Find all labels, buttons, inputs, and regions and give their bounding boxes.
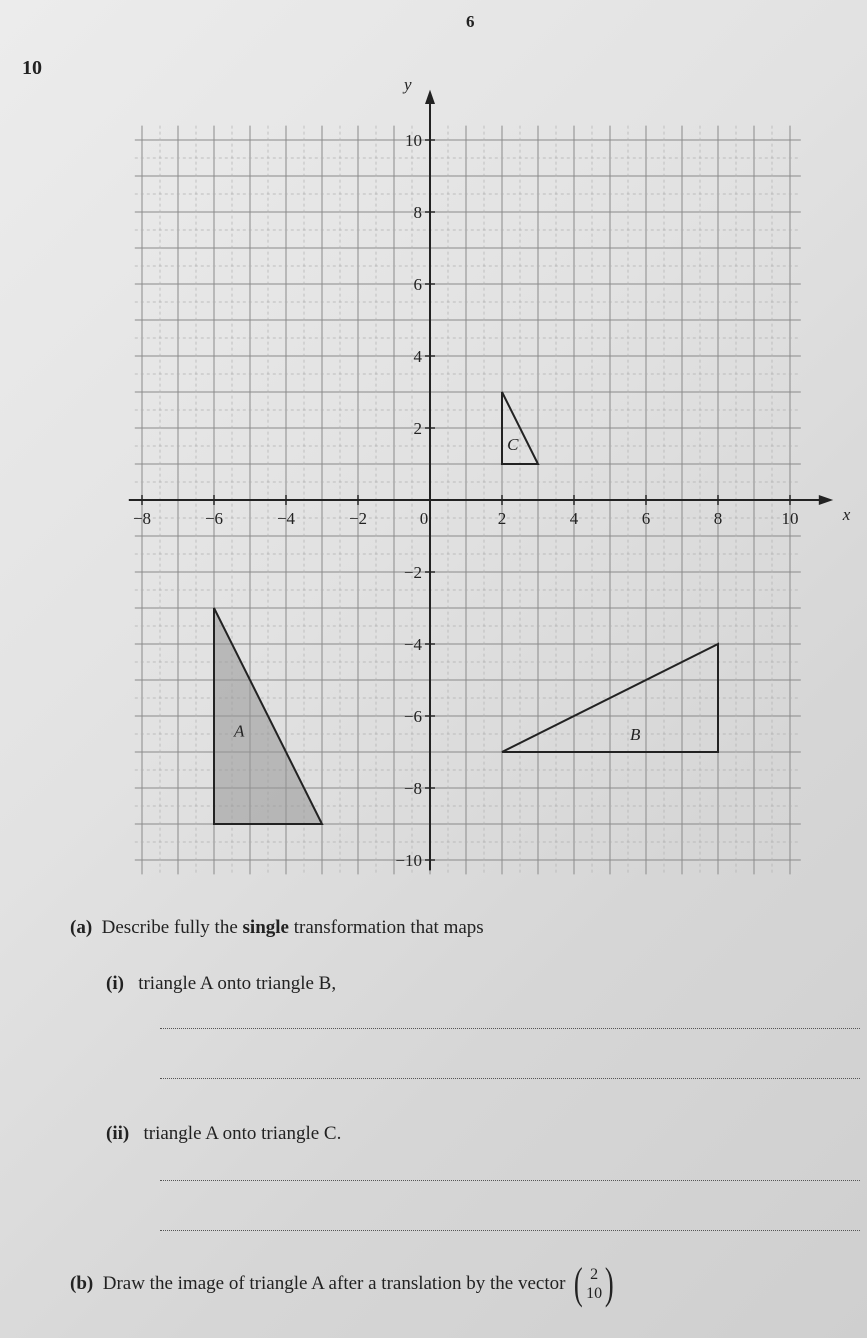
part-a-ii-text: triangle A onto triangle C. [143, 1123, 342, 1144]
vector-bottom: 10 [586, 1285, 603, 1302]
y-tick-label: −2 [403, 563, 422, 582]
y-tick-label: −6 [403, 707, 422, 726]
y-tick-label: −8 [403, 779, 422, 798]
triangle-label-b: B [630, 725, 641, 744]
x-tick-label: 0 [419, 509, 429, 528]
answer-line-a-ii-1[interactable] [160, 1180, 860, 1181]
y-tick-label: 4 [413, 347, 422, 366]
vector-top: 2 [590, 1266, 599, 1283]
part-a-label: (a) [70, 917, 93, 938]
part-a-i [106, 973, 336, 995]
part-a-question [70, 917, 484, 939]
x-tick-label: −8 [132, 509, 152, 528]
part-b-question [70, 1259, 617, 1308]
x-axis-arrow [819, 495, 833, 505]
y-axis-label: y [404, 75, 412, 94]
y-axis-arrow [425, 90, 435, 104]
y-tick-label: −10 [395, 851, 422, 870]
x-tick-label: 6 [641, 509, 651, 528]
y-tick-label: −4 [403, 635, 422, 654]
y-tick-label: 10 [405, 131, 422, 150]
y-tick-label: 2 [413, 419, 422, 438]
part-b-text: Draw the image of triangle A after a translation by the vector [102, 1273, 566, 1294]
part-a-text-bold: single [242, 917, 289, 938]
part-a-i-label: (i) [106, 973, 124, 994]
part-a-ii-label: (ii) [106, 1123, 130, 1144]
x-axis-label: x [842, 505, 851, 524]
x-tick-label: 2 [497, 509, 507, 528]
part-a-ii [106, 1123, 341, 1145]
page-number: 6 [466, 12, 475, 31]
x-tick-label: 10 [781, 509, 799, 528]
y-tick-label: 8 [413, 203, 422, 222]
x-tick-label: 4 [569, 509, 579, 528]
part-a-text-pre: Describe fully the [101, 917, 243, 938]
answer-line-a-i-2[interactable] [160, 1078, 860, 1079]
question-number: 10 [22, 57, 42, 79]
part-a-text-post: transformation that maps [288, 917, 484, 938]
x-tick-label: −6 [204, 509, 224, 528]
y-tick-label: 6 [413, 275, 422, 294]
part-a-i-text: triangle A onto triangle B, [138, 973, 337, 994]
answer-line-a-ii-2[interactable] [160, 1230, 860, 1231]
answer-line-a-i-1[interactable] [160, 1028, 860, 1029]
x-tick-label: −4 [276, 509, 296, 528]
x-tick-label: −2 [348, 509, 368, 528]
triangle-label-c: C [507, 435, 519, 455]
part-b-label: (b) [70, 1273, 94, 1294]
x-tick-label: 8 [713, 509, 723, 528]
triangle-label-a: A [234, 721, 245, 741]
column-vector: ( 2 10 ) [574, 1259, 614, 1308]
